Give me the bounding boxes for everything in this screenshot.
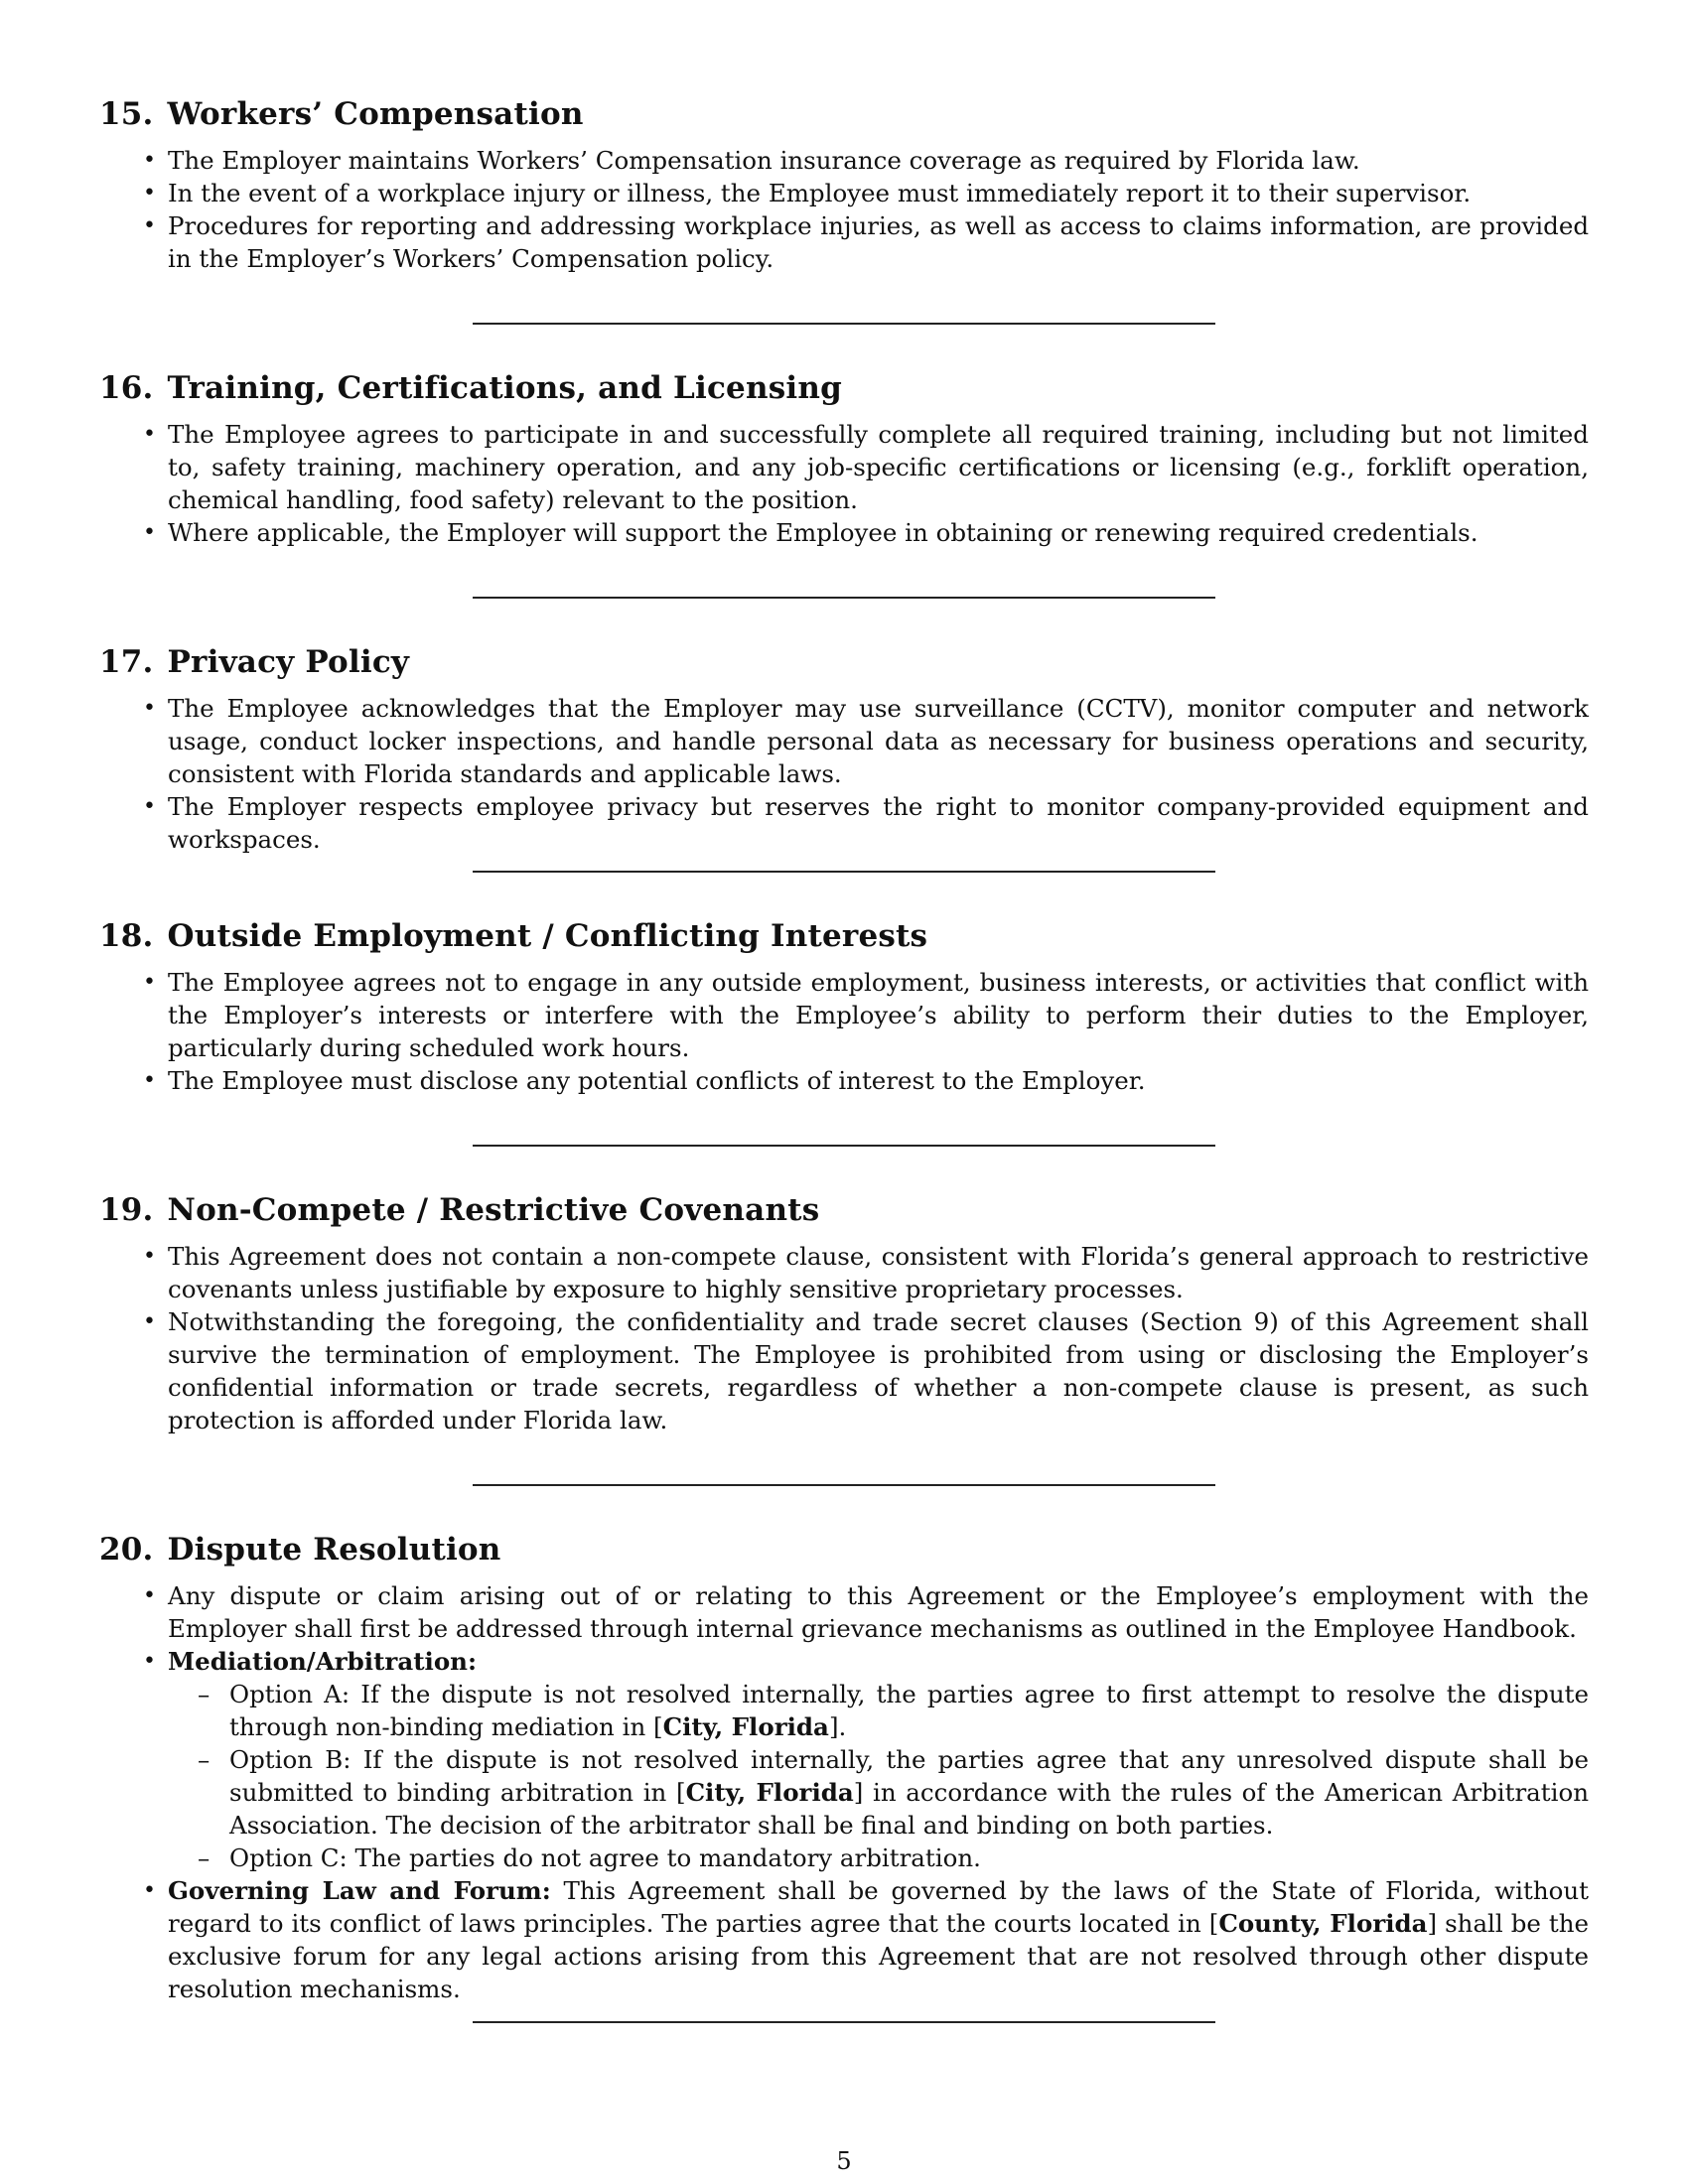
- option-a: [168, 1678, 1589, 1743]
- option-a-location: City, Florida: [662, 1712, 829, 1741]
- section-number: 16.: [99, 370, 154, 406]
- option-a-text-end: ].: [828, 1712, 847, 1741]
- section-title: Workers’ Compensation: [167, 96, 584, 132]
- section-heading: [99, 368, 1589, 408]
- section-title: Training, Certifications, and Licensing: [167, 370, 842, 406]
- section-18: [99, 916, 1589, 1097]
- section-15: [99, 94, 1589, 275]
- section-20: [99, 1530, 1589, 2005]
- section-divider: [473, 1145, 1215, 1147]
- list-item: • The Employee acknowledges that the Employer may use surveillance (CCTV), monitor computer and network usage, conduct locker inspections, and handle personal data as necessary for business operations and security, consistent with Florida standards and applicable laws.: [99, 692, 1589, 790]
- section-divider: [473, 323, 1215, 325]
- section-heading: [99, 94, 1589, 134]
- section-17: [99, 642, 1589, 856]
- option-a-text: Option A: If the dispute is not resolved internally, the parties agree to first attempt to resolve the dispute through non-binding mediation in [: [229, 1680, 1589, 1741]
- list-item: • This Agreement does not contain a non-compete clause, consistent with Florida’s general approach to restrictive covenants unless justifiable by exposure to highly sensitive proprietary processes.: [99, 1240, 1589, 1305]
- section-title: Dispute Resolution: [167, 1532, 501, 1568]
- section-heading: [99, 1530, 1589, 1570]
- list-item: • The Employee agrees not to engage in any outside employment, business interests, or activities that conflict with the Employer’s interests or interfere with the Employee’s ability to perform their duties to the Employer, particularly during scheduled work hours.: [99, 966, 1589, 1064]
- section-number: 15.: [99, 96, 154, 132]
- section-title: Privacy Policy: [167, 644, 410, 680]
- section-divider: [473, 2021, 1215, 2023]
- option-b-text-end: ] in accordance with the rules of the American Arbitration Association. The decision of the arbitrator shall be final and binding on both parties.: [229, 1778, 1589, 1840]
- bullet-list: [99, 966, 1589, 1097]
- bullet-list: [99, 692, 1589, 856]
- section-divider: [473, 597, 1215, 599]
- list-item: • The Employee agrees to participate in and successfully complete all required training, including but not limited to, safety training, machinery operation, and any job-specific certifications or licensing (e.g., forklift operation, chemical handling, food safety) relevant to the position.: [99, 418, 1589, 516]
- list-item: • Procedures for reporting and addressing workplace injuries, as well as access to claims information, are provided in the Employer’s Workers’ Compensation policy.: [99, 209, 1589, 275]
- list-item: • Notwithstanding the foregoing, the confidentiality and trade secret clauses (Section 9) of this Agreement shall survive the termination of employment. The Employee is prohibited from using or disclosing the Employer’s confidential information or trade secrets, regardless of whether a non-compete clause is present, as such protection is afforded under Florida law.: [99, 1305, 1589, 1436]
- list-item: • Where applicable, the Employer will support the Employee in obtaining or renewing required credentials.: [99, 516, 1589, 549]
- section-title: Non-Compete / Restrictive Covenants: [167, 1192, 820, 1228]
- section-heading: [99, 916, 1589, 956]
- section-title: Outside Employment / Conflicting Interests: [167, 918, 928, 954]
- section-number: 19.: [99, 1192, 154, 1228]
- list-item: • In the event of a workplace injury or illness, the Employee must immediately report it to their supervisor.: [99, 177, 1589, 209]
- governing-law-text-end: ] shall be the exclusive forum for any legal actions arising from this Agreement that are not resolved through other dispute resolution mechanisms.: [168, 1909, 1589, 2003]
- mediation-label: Mediation/Arbitration:: [168, 1647, 478, 1676]
- section-number: 20.: [99, 1532, 154, 1568]
- option-b-text: Option B: If the dispute is not resolved internally, the parties agree that any unresolved dispute shall be submitted to binding arbitration in [: [229, 1745, 1589, 1807]
- section-heading: [99, 642, 1589, 682]
- section-19: [99, 1190, 1589, 1436]
- section-number: 18.: [99, 918, 154, 954]
- option-b: [168, 1743, 1589, 1842]
- list-item: • The Employer maintains Workers’ Compensation insurance coverage as required by Florida law.: [99, 144, 1589, 177]
- section-divider: [473, 871, 1215, 873]
- section-16: [99, 368, 1589, 549]
- bullet-list: [99, 1240, 1589, 1436]
- bullet-list: [99, 144, 1589, 275]
- list-item: • The Employer respects employee privacy but reserves the right to monitor company-provided equipment and workspaces.: [99, 790, 1589, 856]
- governing-law-location: County, Florida: [1218, 1909, 1428, 1938]
- list-item-governing-law: [99, 1874, 1589, 2005]
- section-divider: [473, 1484, 1215, 1486]
- list-item: • Any dispute or claim arising out of or relating to this Agreement or the Employee’s employment with the Employer shall first be addressed through internal grievance mechanisms as outlined in the Employee Handbook.: [99, 1579, 1589, 1645]
- option-b-location: City, Florida: [685, 1778, 854, 1807]
- option-list: [168, 1678, 1589, 1874]
- page-number: 5: [836, 2147, 852, 2175]
- bullet-list: [99, 418, 1589, 549]
- governing-law-label: Governing Law and Forum:: [168, 1876, 551, 1905]
- list-item-mediation: [99, 1645, 1589, 1874]
- option-c: – Option C: The parties do not agree to mandatory arbitration.: [168, 1842, 1589, 1874]
- governing-law-text: This Agreement shall be governed by the laws of the State of Florida, without regard to its conflict of laws principles. The parties agree that the courts located in [: [168, 1876, 1589, 1938]
- section-number: 17.: [99, 644, 154, 680]
- list-item: • The Employee must disclose any potential conflicts of interest to the Employer.: [99, 1064, 1589, 1097]
- bullet-list: [99, 1579, 1589, 2005]
- section-heading: [99, 1190, 1589, 1230]
